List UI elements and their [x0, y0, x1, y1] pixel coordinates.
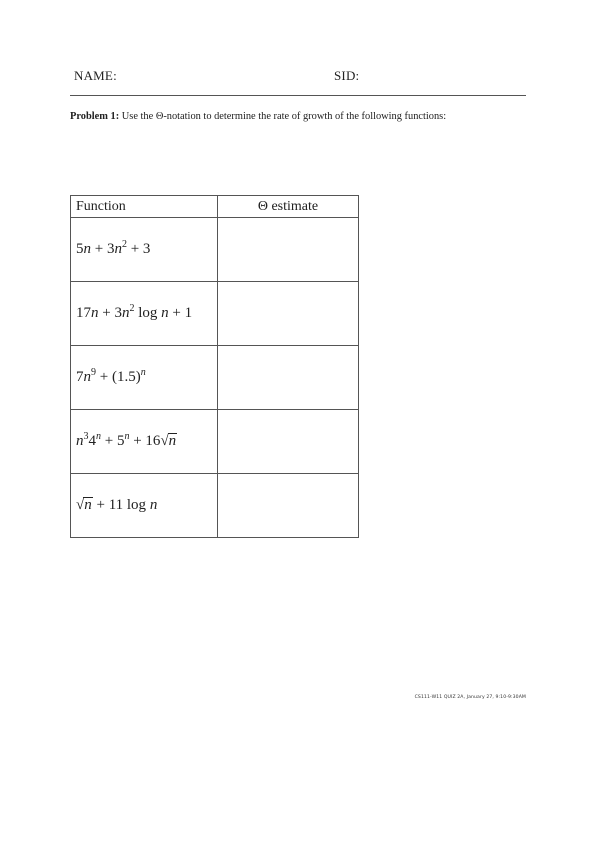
header-rule [70, 95, 526, 96]
problem-text: Use the Θ-notation to determine the rate of growth of the following functions: [121, 111, 447, 122]
table-row [71, 282, 359, 346]
table-header-row [71, 196, 359, 218]
function-cell [71, 218, 218, 282]
function-formula: $17n + 3n^2$ log n + 1 [76, 303, 193, 321]
quiz-footer: CS111-W11 QUIZ 2A, January 27, 9:10-9:30AM [414, 695, 526, 700]
estimate-cell[interactable] [218, 282, 359, 346]
table-row [71, 410, 359, 474]
table-row [71, 346, 359, 410]
sid-label: SID: [334, 68, 360, 83]
estimate-cell[interactable] [218, 218, 359, 282]
function-formula: $n^34^n + 5^n + 16√n$ [76, 431, 177, 449]
function-cell [71, 410, 218, 474]
function-cell [71, 346, 218, 410]
function-cell [71, 474, 218, 538]
estimate-cell[interactable] [218, 346, 359, 410]
growth-rate-table [70, 195, 359, 538]
theta-estimate-column-header: Θ estimate [218, 196, 359, 218]
function-cell [71, 282, 218, 346]
function-formula: $7n^9 + (1.5)^n$ [76, 367, 146, 385]
function-formula: $5n + 3n^2 + 3$ [76, 239, 151, 257]
name-label: NAME: [74, 68, 117, 83]
table-row [71, 218, 359, 282]
estimate-cell[interactable] [218, 474, 359, 538]
estimate-cell[interactable] [218, 410, 359, 474]
problem-statement [70, 111, 446, 122]
problem-label: Problem 1: [70, 111, 120, 122]
table-row [71, 474, 359, 538]
function-column-header: Function [71, 196, 218, 218]
function-formula: √n + 11 log n [76, 497, 158, 513]
